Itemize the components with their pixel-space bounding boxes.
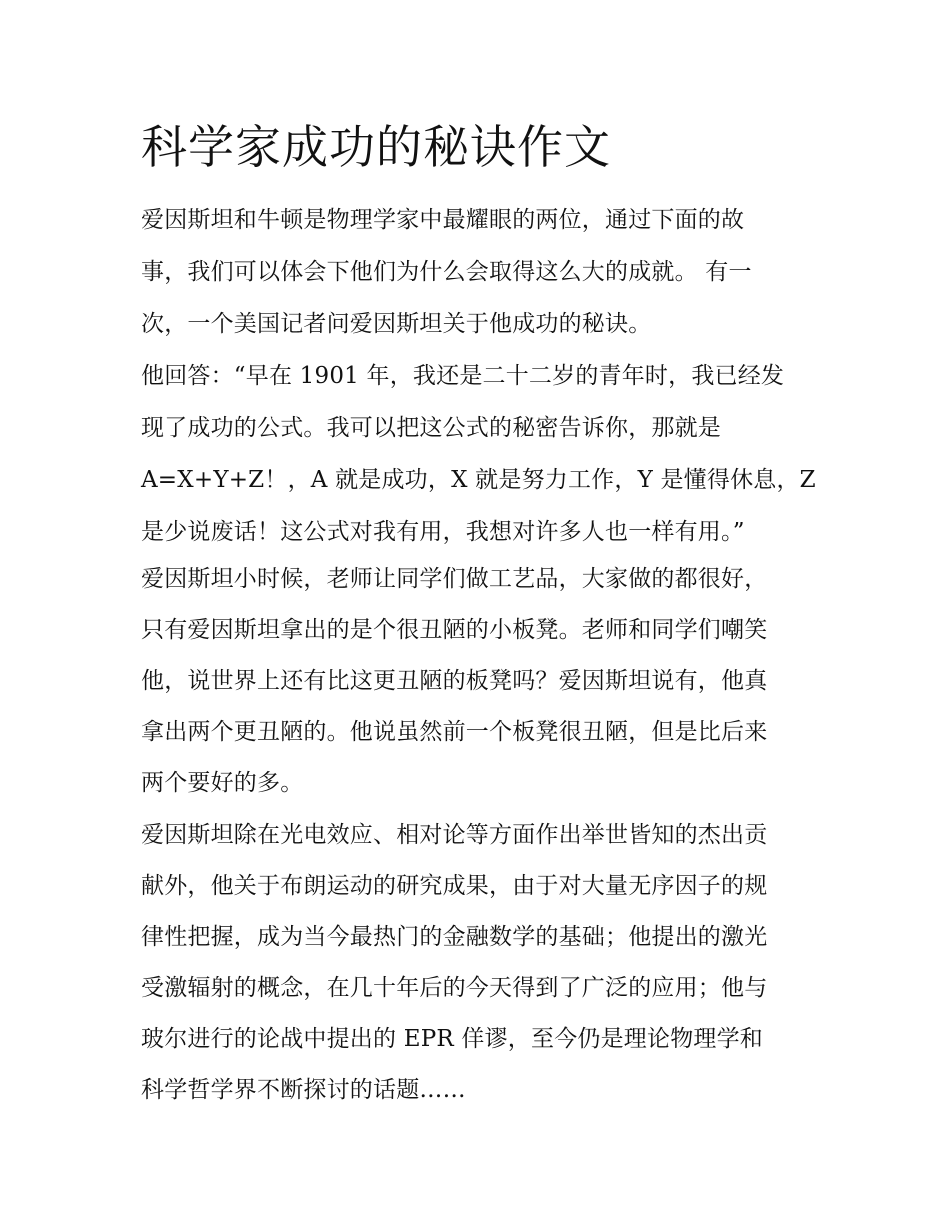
text-line: A=X+Y+Z！，A 就是成功，X 就是努力工作，Y 是懂得休息，Z [141,467,816,493]
text-line: 两个要好的多。 [141,770,304,796]
text-line: 爱因斯坦小时候，老师让同学们做工艺品，大家做的都很好， [141,566,768,592]
page-title: 科学家成功的秘诀作文 [141,120,611,174]
text-line: 次，一个美国记者问爱因斯坦关于他成功的秘诀。 [141,311,652,337]
text-line: 玻尔进行的论战中提出的 EPR 佯谬，至今仍是理论物理学和 [141,1026,764,1052]
text-line: 是少说废话！这公式对我有用，我想对许多人也一样有用。” [141,519,745,545]
text-line: 他，说世界上还有比这更丑陋的板凳吗？爱因斯坦说有，他真 [141,668,768,694]
text-line: 现了成功的公式。我可以把这公式的秘密告诉你，那就是 [141,415,721,441]
text-line: 科学哲学界不断探讨的话题…… [141,1077,466,1103]
text-line: 受激辐射的概念，在几十年后的今天得到了广泛的应用；他与 [141,975,768,1001]
text-line: 拿出两个更丑陋的。他说虽然前一个板凳很丑陋，但是比后来 [141,719,768,745]
text-line: 爱因斯坦除在光电效应、相对论等方面作出举世皆知的杰出贡 [141,822,768,848]
text-line: 律性把握，成为当今最热门的金融数学的基础；他提出的激光 [141,924,768,950]
text-line: 他回答：“早在 1901 年，我还是二十二岁的青年时，我已经发 [141,363,785,389]
text-line: 只有爱因斯坦拿出的是个很丑陋的小板凳。老师和同学们嘲笑 [141,617,768,643]
text-line: 爱因斯坦和牛顿是物理学家中最耀眼的两位，通过下面的故 [141,207,745,233]
text-line: 献外，他关于布朗运动的研究成果，由于对大量无序因子的规 [141,873,768,899]
text-line: 事，我们可以体会下他们为什么会取得这么大的成就。 有一 [141,259,752,285]
